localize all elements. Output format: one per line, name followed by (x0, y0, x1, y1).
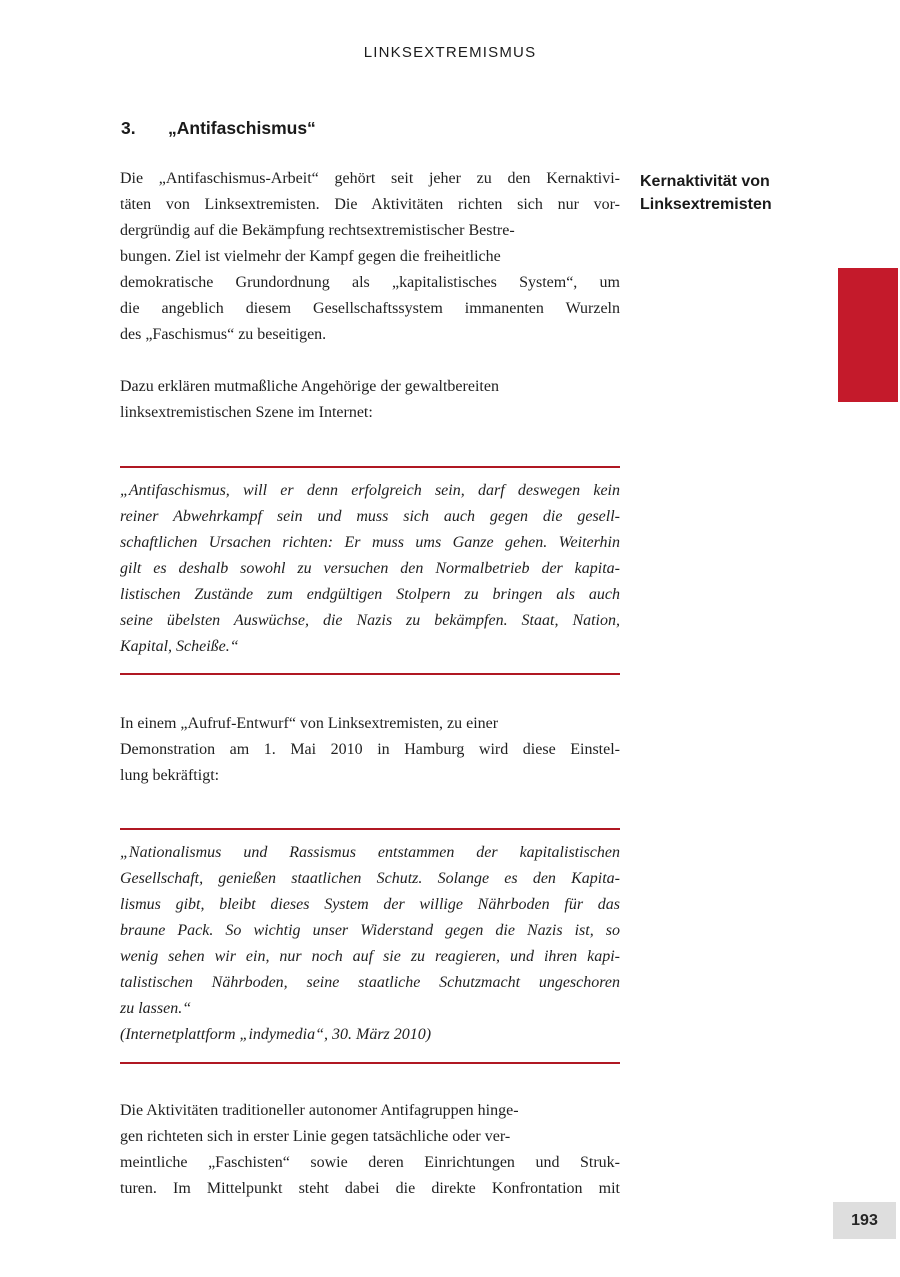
section-number: 3. (121, 118, 136, 138)
paragraph-2: Dazu erklären mutmaßliche Angehörige der gewaltbereiten linksextremistischen Szene im Internet: (120, 378, 499, 421)
paragraph-4: Die Aktivitäten traditioneller autonomer Antifagruppen hinge- gen richteten sich in erster Linie gegen tatsächliche oder ver- meintliche „Faschisten“ sowie deren Einrichtungen und Struk- turen. Im Mittelpunkt steht dabei die direkte Konfrontation mit (120, 1102, 620, 1197)
paragraph-3: In einem „Aufruf-Entwurf“ von Linksextremisten, zu einer Demonstration am 1. Mai 2010 in Hamburg wird diese Einstel- lung bekräftigt: (120, 715, 620, 784)
quote-block-1: „Antifaschismus, will er denn erfolgreich sein, darf deswegen kein reiner Abwehrkampf sein und muss sich auch gegen die gesell- schaftlichen Ursachen richten: Er muss ums Ganze gehen. Weiterhin gilt es deshalb sowohl zu versuchen den Normalbetrieb der kapita- listischen Zustände zum endgültigen Stolpern zu bringen als auch seine übelsten Auswüchse, die Nazis zu bekämpfen. Staat, Nation, Kapital, Scheiße.“ (120, 482, 620, 655)
page-number-badge (833, 1202, 896, 1239)
quote-2-rule-top (120, 828, 620, 830)
quote-1-rule-bottom (120, 673, 620, 675)
section-title: „Antifaschismus“ (168, 118, 316, 138)
section-heading (121, 118, 621, 139)
running-header: LINKSEXTREMISMUS (363, 44, 537, 61)
paragraph-1: Die „Antifaschismus-Arbeit“ gehört seit jeher zu den Kernaktivi- täten von Linksextremisten. Die Aktivitäten richten sich nur vor- dergründig auf die Bekämpfung rechtsextremistischer Bestre- bungen. Ziel ist vielmehr der Kampf gegen die freiheitliche demokratische Grundordnung als „kapitalistisches System“, um die angeblich diesem Gesellschaftssystem immanenten Wurzeln des „Faschismus“ zu beseitigen. (120, 170, 620, 343)
quote-block-2: „Nationalismus und Rassismus entstammen der kapitalistischen Gesellschaft, genießen staatlichen Schutz. Solange es den Kapita- lismus gibt, bleibt dieses System der willige Nährboden für das braune Pack. So wichtig unser Widerstand gegen die Nazis ist, so wenig sehen wir ein, nur noch auf sie zu reagieren, und ihren kapi- talistischen Nährboden, seine staatliche Schutzmacht ungeschoren zu lassen.“ (Internetplattform „indymedia“, 30. März 2010) (120, 844, 620, 1043)
quote-1-rule-top (120, 466, 620, 468)
red-accent-bar (838, 268, 898, 402)
page-number: 193 (851, 1211, 878, 1229)
quote-2-rule-bottom (120, 1062, 620, 1064)
margin-note: Kernaktivität von Linksextremisten (640, 173, 772, 213)
